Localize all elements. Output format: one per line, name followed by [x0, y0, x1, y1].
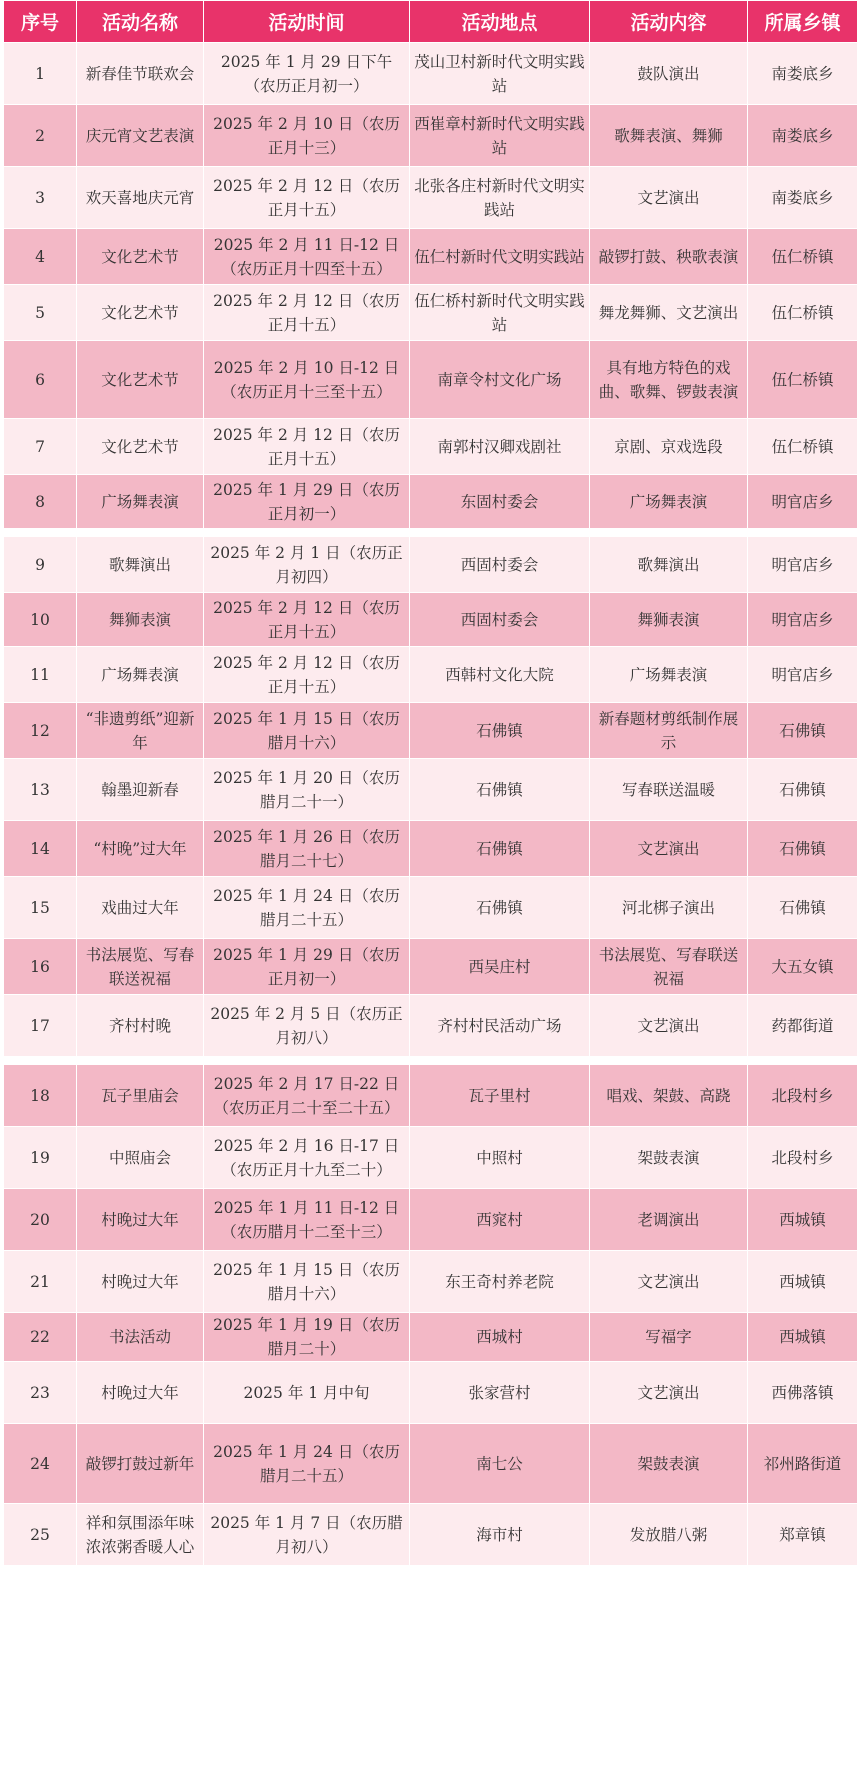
cell-activity-location: 西固村委会 — [410, 537, 590, 593]
table-row — [4, 647, 858, 703]
cell-township: 郑章镇 — [748, 1504, 858, 1566]
cell-activity-location: 东王奇村养老院 — [410, 1251, 590, 1313]
cell-index: 18 — [4, 1065, 77, 1127]
cell-index: 4 — [4, 229, 77, 285]
cell-activity-content: 具有地方特色的戏曲、歌舞、锣鼓表演 — [590, 341, 748, 419]
table-row — [4, 419, 858, 475]
cell-activity-location: 西固村委会 — [410, 593, 590, 647]
cell-index: 16 — [4, 939, 77, 995]
cell-activity-time: 2025 年 1 月 19 日（农历腊月二十） — [204, 1313, 410, 1362]
cell-activity-time: 2025 年 1 月 11 日-12 日（农历腊月十二至十三） — [204, 1189, 410, 1251]
cell-activity-location: 石佛镇 — [410, 759, 590, 821]
cell-activity-time: 2025 年 1 月 7 日（农历腊月初八） — [204, 1504, 410, 1566]
header-activity-location: 活动地点 — [410, 1, 590, 43]
cell-activity-content: 文艺演出 — [590, 995, 748, 1057]
cell-township: 明官店乡 — [748, 475, 858, 529]
cell-activity-name: 庆元宵文艺表演 — [77, 105, 204, 167]
cell-township: 南娄底乡 — [748, 167, 858, 229]
cell-index: 7 — [4, 419, 77, 475]
cell-index: 11 — [4, 647, 77, 703]
cell-activity-time: 2025 年 1 月 24 日（农历腊月二十五） — [204, 877, 410, 939]
cell-activity-name: 中照庙会 — [77, 1127, 204, 1189]
cell-activity-name: “村晚”过大年 — [77, 821, 204, 877]
cell-activity-time: 2025 年 2 月 1 日（农历正月初四） — [204, 537, 410, 593]
cell-activity-location: 南七公 — [410, 1424, 590, 1504]
cell-activity-location: 西窕村 — [410, 1189, 590, 1251]
cell-activity-content: 写春联送温暖 — [590, 759, 748, 821]
table-row — [4, 1189, 858, 1251]
cell-activity-time: 2025 年 1 月 26 日（农历腊月二十七） — [204, 821, 410, 877]
cell-activity-location: 瓦子里村 — [410, 1065, 590, 1127]
cell-township: 伍仁桥镇 — [748, 419, 858, 475]
cell-activity-content: 文艺演出 — [590, 167, 748, 229]
table-row — [4, 995, 858, 1057]
cell-activity-name: 新春佳节联欢会 — [77, 43, 204, 105]
cell-activity-name: 村晚过大年 — [77, 1362, 204, 1424]
cell-activity-location: 石佛镇 — [410, 821, 590, 877]
cell-index: 15 — [4, 877, 77, 939]
table-row — [4, 759, 858, 821]
cell-activity-content: 广场舞表演 — [590, 647, 748, 703]
cell-index: 10 — [4, 593, 77, 647]
cell-activity-content: 架鼓表演 — [590, 1424, 748, 1504]
cell-activity-name: “非遗剪纸”迎新年 — [77, 703, 204, 759]
cell-township: 明官店乡 — [748, 647, 858, 703]
cell-township: 伍仁桥镇 — [748, 341, 858, 419]
cell-activity-content: 新春题材剪纸制作展示 — [590, 703, 748, 759]
cell-activity-location: 海市村 — [410, 1504, 590, 1566]
cell-activity-content: 京剧、京戏选段 — [590, 419, 748, 475]
cell-activity-name: 广场舞表演 — [77, 647, 204, 703]
cell-activity-time: 2025 年 2 月 10 日（农历正月十三） — [204, 105, 410, 167]
cell-index: 21 — [4, 1251, 77, 1313]
table-row — [4, 593, 858, 647]
cell-activity-location: 伍仁桥村新时代文明实践站 — [410, 285, 590, 341]
cell-activity-name: 文化艺术节 — [77, 229, 204, 285]
cell-index: 13 — [4, 759, 77, 821]
cell-activity-location: 西韩村文化大院 — [410, 647, 590, 703]
header-township: 所属乡镇 — [748, 1, 858, 43]
table-row — [4, 1424, 858, 1504]
table-row — [4, 1251, 858, 1313]
table-row — [4, 475, 858, 529]
cell-activity-content: 文艺演出 — [590, 1362, 748, 1424]
cell-activity-name: 书法活动 — [77, 1313, 204, 1362]
table-row — [4, 229, 858, 285]
table-row — [4, 1127, 858, 1189]
cell-activity-content: 文艺演出 — [590, 1251, 748, 1313]
cell-index: 9 — [4, 537, 77, 593]
row-spacer — [4, 529, 858, 537]
cell-activity-content: 歌舞表演、舞狮 — [590, 105, 748, 167]
header-activity-name: 活动名称 — [77, 1, 204, 43]
cell-activity-time: 2025 年 1 月 29 日（农历正月初一） — [204, 475, 410, 529]
cell-activity-name: 广场舞表演 — [77, 475, 204, 529]
cell-activity-time: 2025 年 1 月中旬 — [204, 1362, 410, 1424]
cell-activity-name: 舞狮表演 — [77, 593, 204, 647]
cell-index: 23 — [4, 1362, 77, 1424]
cell-activity-content: 鼓队演出 — [590, 43, 748, 105]
table-row — [4, 43, 858, 105]
cell-activity-name: 文化艺术节 — [77, 285, 204, 341]
cell-activity-location: 石佛镇 — [410, 877, 590, 939]
cell-activity-name: 瓦子里庙会 — [77, 1065, 204, 1127]
cell-activity-time: 2025 年 2 月 17 日-22 日（农历正月二十至二十五） — [204, 1065, 410, 1127]
header-activity-time: 活动时间 — [204, 1, 410, 43]
cell-township: 西城镇 — [748, 1189, 858, 1251]
activity-table — [3, 0, 858, 1566]
cell-activity-content: 老调演出 — [590, 1189, 748, 1251]
cell-activity-time: 2025 年 2 月 11 日-12 日（农历正月十四至十五） — [204, 229, 410, 285]
spacer-cell — [4, 1057, 858, 1065]
cell-activity-name: 翰墨迎新春 — [77, 759, 204, 821]
cell-activity-name: 欢天喜地庆元宵 — [77, 167, 204, 229]
cell-activity-location: 齐村村民活动广场 — [410, 995, 590, 1057]
cell-activity-content: 歌舞演出 — [590, 537, 748, 593]
cell-activity-content: 河北梆子演出 — [590, 877, 748, 939]
cell-activity-content: 广场舞表演 — [590, 475, 748, 529]
cell-index: 12 — [4, 703, 77, 759]
cell-index: 20 — [4, 1189, 77, 1251]
cell-activity-time: 2025 年 1 月 15 日（农历腊月十六） — [204, 1251, 410, 1313]
cell-activity-name: 文化艺术节 — [77, 419, 204, 475]
table-row — [4, 537, 858, 593]
cell-township: 明官店乡 — [748, 593, 858, 647]
cell-township: 西佛落镇 — [748, 1362, 858, 1424]
cell-index: 5 — [4, 285, 77, 341]
spacer-cell — [4, 529, 858, 537]
cell-index: 8 — [4, 475, 77, 529]
cell-township: 石佛镇 — [748, 821, 858, 877]
cell-activity-time: 2025 年 2 月 5 日（农历正月初八） — [204, 995, 410, 1057]
cell-activity-location: 茂山卫村新时代文明实践站 — [410, 43, 590, 105]
table-body — [4, 43, 858, 1566]
cell-activity-content: 文艺演出 — [590, 821, 748, 877]
table-row — [4, 1313, 858, 1362]
cell-township: 北段村乡 — [748, 1065, 858, 1127]
cell-activity-time: 2025 年 1 月 29 日下午（农历正月初一） — [204, 43, 410, 105]
cell-activity-location: 张家营村 — [410, 1362, 590, 1424]
header-row — [4, 1, 858, 43]
cell-activity-location: 东固村委会 — [410, 475, 590, 529]
cell-activity-location: 伍仁村新时代文明实践站 — [410, 229, 590, 285]
cell-index: 2 — [4, 105, 77, 167]
cell-township: 西城镇 — [748, 1313, 858, 1362]
header-index: 序号 — [4, 1, 77, 43]
cell-activity-time: 2025 年 2 月 12 日（农历正月十五） — [204, 647, 410, 703]
cell-activity-name: 文化艺术节 — [77, 341, 204, 419]
cell-activity-content: 写福字 — [590, 1313, 748, 1362]
table-row — [4, 105, 858, 167]
cell-activity-time: 2025 年 1 月 15 日（农历腊月十六） — [204, 703, 410, 759]
cell-activity-location: 北张各庄村新时代文明实践站 — [410, 167, 590, 229]
cell-activity-name: 敲锣打鼓过新年 — [77, 1424, 204, 1504]
cell-township: 明官店乡 — [748, 537, 858, 593]
cell-township: 西城镇 — [748, 1251, 858, 1313]
cell-activity-time: 2025 年 1 月 24 日（农历腊月二十五） — [204, 1424, 410, 1504]
cell-activity-location: 西城村 — [410, 1313, 590, 1362]
cell-index: 6 — [4, 341, 77, 419]
table-row — [4, 821, 858, 877]
cell-index: 22 — [4, 1313, 77, 1362]
cell-township: 石佛镇 — [748, 759, 858, 821]
cell-activity-time: 2025 年 2 月 12 日（农历正月十五） — [204, 285, 410, 341]
cell-activity-location: 南郭村汉卿戏剧社 — [410, 419, 590, 475]
cell-activity-time: 2025 年 2 月 10 日-12 日（农历正月十三至十五） — [204, 341, 410, 419]
table-row — [4, 1065, 858, 1127]
cell-activity-name: 书法展览、写春联送祝福 — [77, 939, 204, 995]
cell-activity-content: 舞狮表演 — [590, 593, 748, 647]
cell-activity-time: 2025 年 2 月 16 日-17 日（农历正月十九至二十） — [204, 1127, 410, 1189]
cell-index: 25 — [4, 1504, 77, 1566]
cell-activity-time: 2025 年 2 月 12 日（农历正月十五） — [204, 593, 410, 647]
cell-activity-time: 2025 年 1 月 29 日（农历正月初一） — [204, 939, 410, 995]
cell-index: 1 — [4, 43, 77, 105]
cell-activity-name: 村晚过大年 — [77, 1251, 204, 1313]
cell-index: 19 — [4, 1127, 77, 1189]
cell-activity-name: 祥和氛围添年味 浓浓粥香暖人心 — [77, 1504, 204, 1566]
cell-activity-content: 敲锣打鼓、秧歌表演 — [590, 229, 748, 285]
cell-activity-time: 2025 年 1 月 20 日（农历腊月二十一） — [204, 759, 410, 821]
cell-township: 石佛镇 — [748, 877, 858, 939]
cell-index: 17 — [4, 995, 77, 1057]
cell-township: 南娄底乡 — [748, 43, 858, 105]
table-row — [4, 703, 858, 759]
cell-township: 南娄底乡 — [748, 105, 858, 167]
cell-activity-content: 舞龙舞狮、文艺演出 — [590, 285, 748, 341]
cell-township: 石佛镇 — [748, 703, 858, 759]
cell-activity-content: 书法展览、写春联送祝福 — [590, 939, 748, 995]
table-row — [4, 939, 858, 995]
cell-activity-location: 南章令村文化广场 — [410, 341, 590, 419]
cell-activity-time: 2025 年 2 月 12 日（农历正月十五） — [204, 167, 410, 229]
cell-index: 24 — [4, 1424, 77, 1504]
cell-activity-name: 戏曲过大年 — [77, 877, 204, 939]
cell-township: 伍仁桥镇 — [748, 285, 858, 341]
cell-activity-location: 西崔章村新时代文明实践站 — [410, 105, 590, 167]
header-activity-content: 活动内容 — [590, 1, 748, 43]
table-row — [4, 341, 858, 419]
cell-index: 14 — [4, 821, 77, 877]
cell-activity-name: 齐村村晚 — [77, 995, 204, 1057]
table-row — [4, 1362, 858, 1424]
cell-activity-content: 架鼓表演 — [590, 1127, 748, 1189]
cell-township: 祁州路街道 — [748, 1424, 858, 1504]
table-row — [4, 877, 858, 939]
cell-township: 北段村乡 — [748, 1127, 858, 1189]
table-row — [4, 167, 858, 229]
cell-activity-name: 村晚过大年 — [77, 1189, 204, 1251]
cell-township: 药都街道 — [748, 995, 858, 1057]
cell-activity-name: 歌舞演出 — [77, 537, 204, 593]
cell-activity-content: 发放腊八粥 — [590, 1504, 748, 1566]
cell-activity-location: 石佛镇 — [410, 703, 590, 759]
cell-index: 3 — [4, 167, 77, 229]
cell-activity-content: 唱戏、架鼓、高跷 — [590, 1065, 748, 1127]
table-row — [4, 1504, 858, 1566]
table-row — [4, 285, 858, 341]
cell-activity-location: 中照村 — [410, 1127, 590, 1189]
cell-township: 伍仁桥镇 — [748, 229, 858, 285]
cell-activity-location: 西吴庄村 — [410, 939, 590, 995]
cell-activity-time: 2025 年 2 月 12 日（农历正月十五） — [204, 419, 410, 475]
row-spacer — [4, 1057, 858, 1065]
cell-township: 大五女镇 — [748, 939, 858, 995]
